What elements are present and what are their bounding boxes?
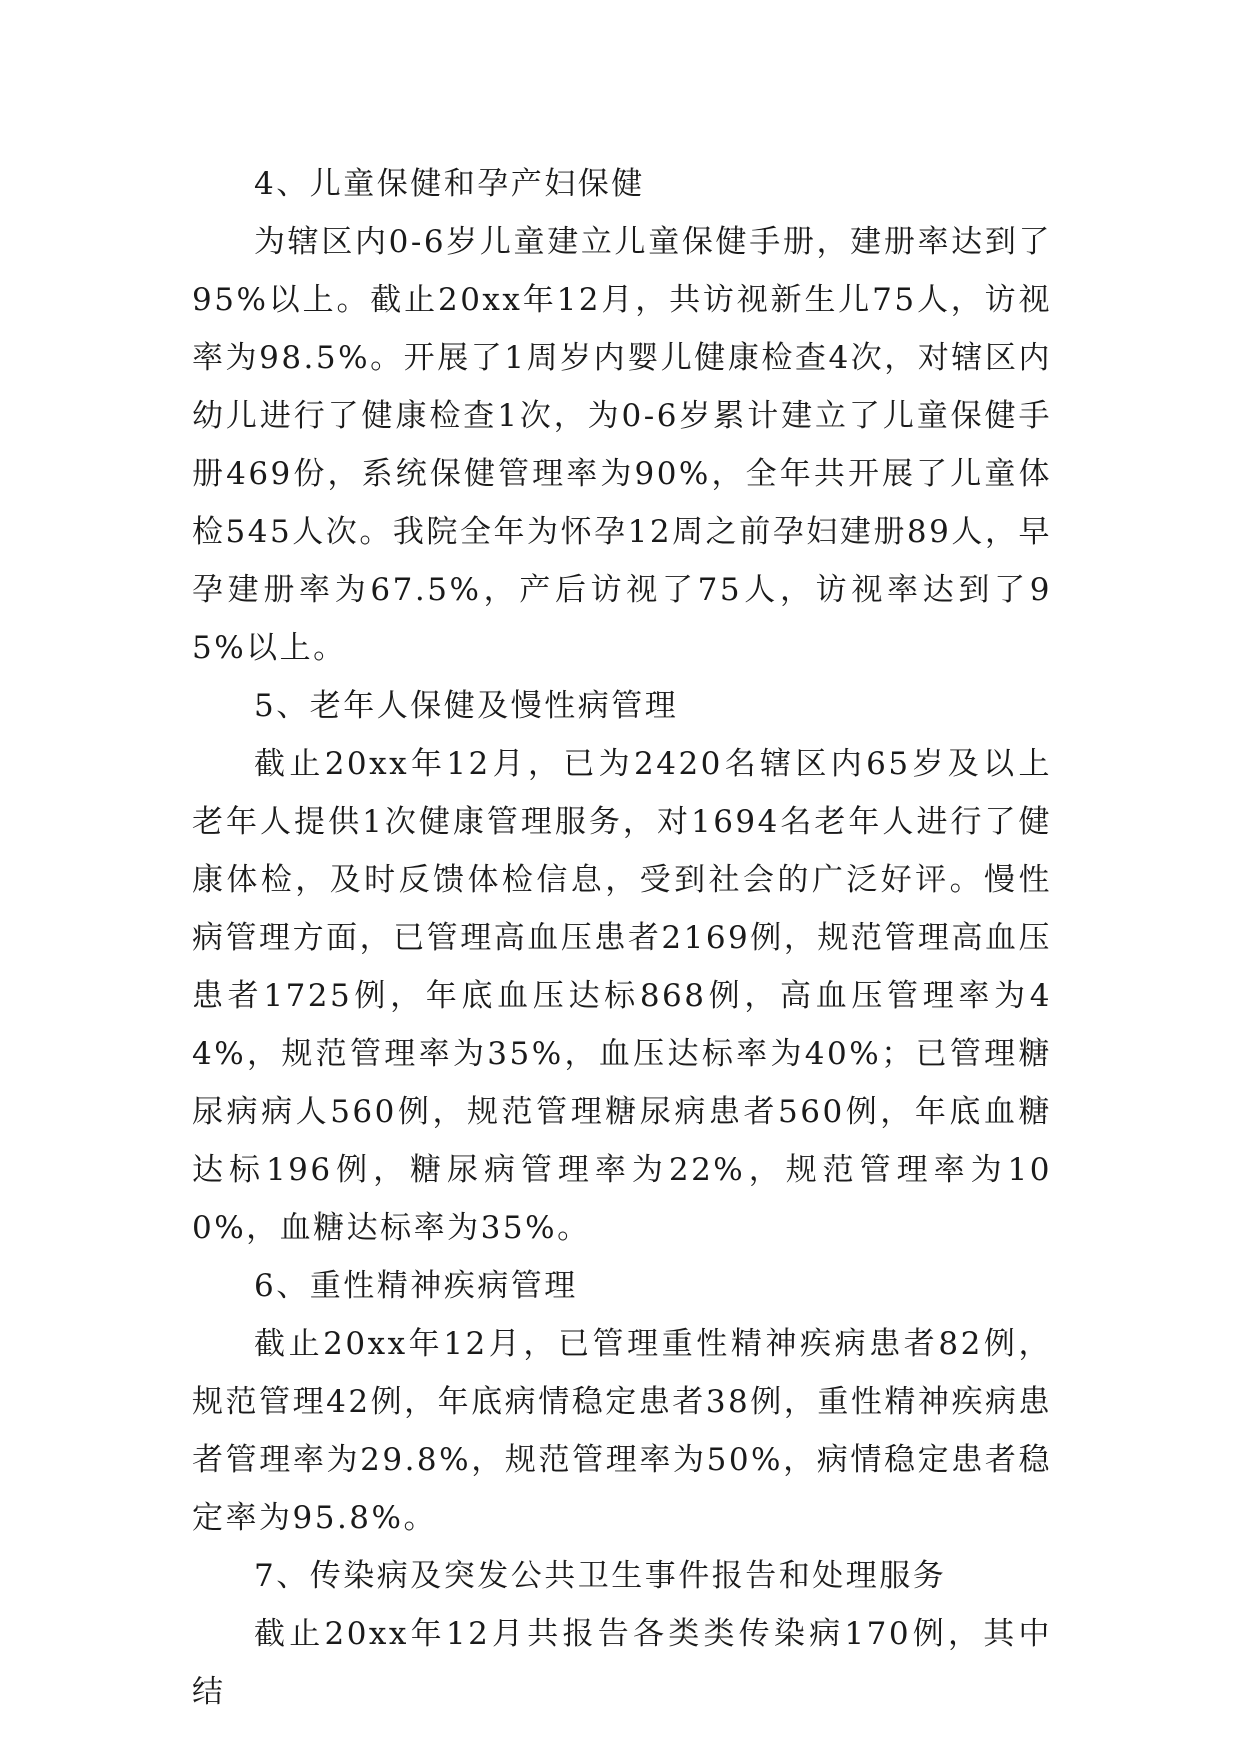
document-body [192, 155, 1052, 1721]
section-heading-infectious-disease: 7、传染病及突发公共卫生事件报告和处理服务 [254, 1558, 947, 1594]
paragraph-infectious-disease: 截止20xx年12月共报告各类类传染病170例，其中结 [192, 1616, 1052, 1710]
paragraph-elderly-chronic-disease: 截止20xx年12月，已为2420名辖区内65岁及以上老年人提供1次健康管理服务，对1694名老年人进行了健康体检，及时反馈体检信息，受到社会的广泛好评。慢性病管理方面，已管理高血压患者2169例，规范管理高血压患者1725例，年底血压达标868例，高血压管理率为44%，规范管理率为35%，血压达标率为40%；已管理糖尿病病人560例，规范管理糖尿病患者560例，年底血糖达标196例，糖尿病管理率为22%，规范管理率为100%，血糖达标率为35%。 [192, 746, 1052, 1246]
section-heading-elderly-chronic-disease: 5、老年人保健及慢性病管理 [254, 688, 679, 724]
section-heading-mental-illness: 6、重性精神疾病管理 [254, 1268, 578, 1304]
paragraph-mental-illness: 截止20xx年12月，已管理重性精神疾病患者82例，规范管理42例，年底病情稳定患者38例，重性精神疾病患者管理率为29.8%，规范管理率为50%，病情稳定患者稳定率为95.8%。 [192, 1326, 1052, 1536]
paragraph-child-maternal-health: 为辖区内0-6岁儿童建立儿童保健手册，建册率达到了95%以上。截止20xx年12月，共访视新生儿75人，访视率为98.5%。开展了1周岁内婴儿健康检查4次，对辖区内幼儿进行了健康检查1次，为0-6岁累计建立了儿童保健手册469份，系统保健管理率为90%，全年共开展了儿童体检545人次。我院全年为怀孕12周之前孕妇建册89人，早孕建册率为67.5%，产后访视了75人，访视率达到了95%以上。 [192, 224, 1052, 666]
section-heading-child-maternal-health: 4、儿童保健和孕产妇保健 [254, 166, 645, 202]
